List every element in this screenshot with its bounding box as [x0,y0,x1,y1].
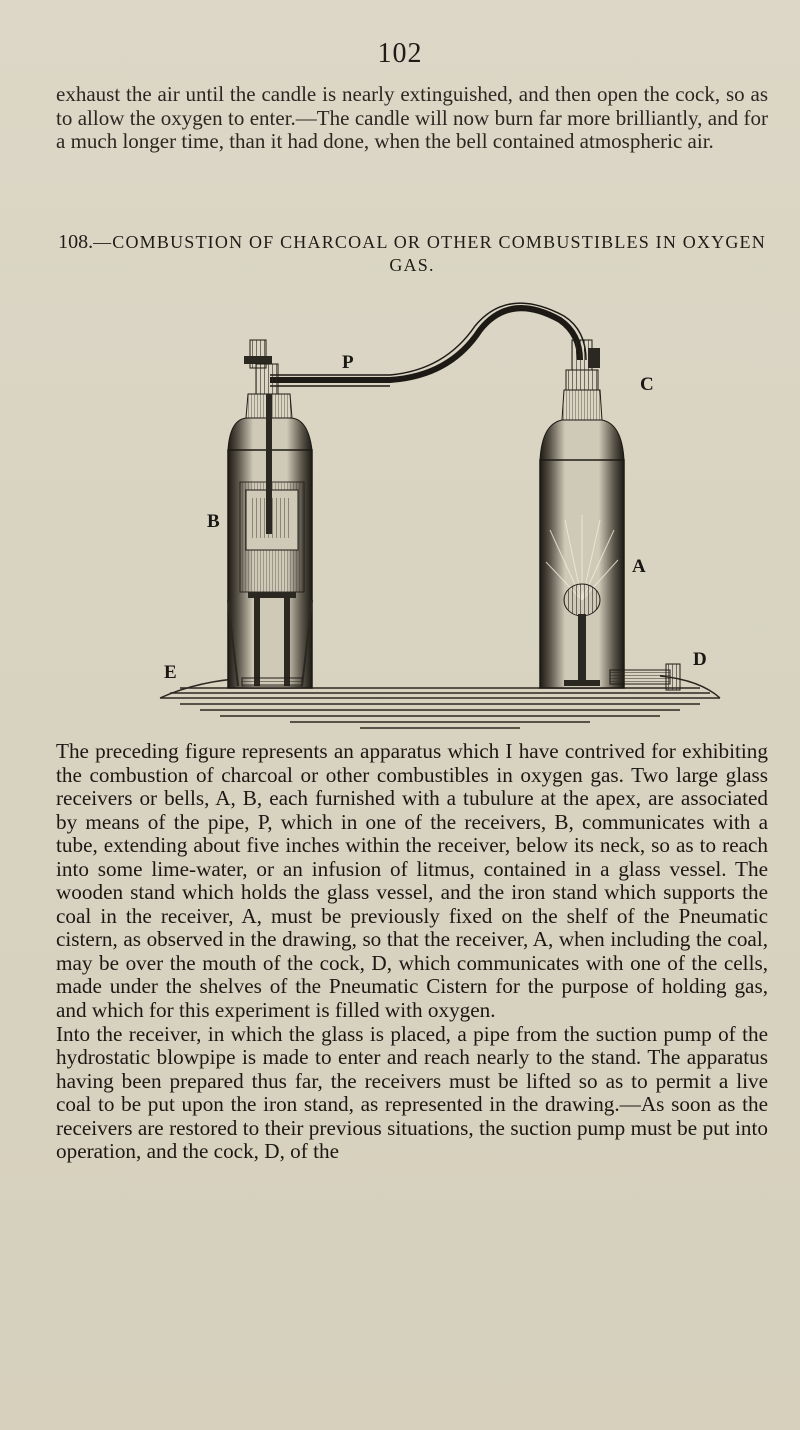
connecting-pipe [270,303,586,386]
body-paragraph-2: Into the receiver, in which the glass is placed, a pipe from the suction pump of the hydrostatic blowpipe is made to enter and reach nearly to the stand. The apparatus having been prepared thus far, the receivers must be lifted so as to permit a live coal to be put upon the iron stand, as represented in the drawing.—As soon as the receivers are restored to their previous situations, the suction pump must be put into operation, and the cock, D, of the [56,1021,768,1164]
apparatus-engraving [140,300,740,740]
section-heading [56,231,768,277]
label-p: P [342,352,354,373]
receiver-a [540,340,680,690]
label-c: C [640,374,654,395]
body-text [56,740,768,1164]
section-number: 108. [58,231,94,253]
body-paragraph-1: The preceding figure represents an apparatus which I have contrived for exhibiting the combustion of charcoal or other combustibles in oxygen gas. Two large glass receivers or bells, A, B, each furnished with a tubulure at the apex, are associated by means of the pipe, P, which in one of the receivers, B, communicates with a tube, extending about five inches within the receiver, below its neck, so as to reach into some lime-water, or an infusion of litmus, contained in a glass vessel. The wooden stand which holds the glass vessel, and the iron stand which supports the coal in the receiver, A, must be previously fixed on the shelf of the Pneumatic cistern, as observed in the drawing, so that the receiver, A, when including the coal, may be over the mouth of the cock, D, which communicates with one of the cells, made under the shelves of the Pneumatic Cistern for the purpose of holding gas, and which for this experiment is filled with oxygen. [56,739,768,1023]
label-a: A [632,556,646,577]
intro-paragraph: exhaust the air until the candle is nearly extinguished, and then open the cock, so as to allow the oxygen to enter.—The candle will now burn far more brilliantly, and for a much longer time, than it had done, when the bell contained atmospheric air. [56,82,768,153]
section-title: —COMBUSTION OF CHARCOAL OR OTHER COMBUSTIBLES IN OXYGEN GAS. [93,232,766,275]
page-number: 102 [377,38,423,69]
label-e: E [164,662,177,683]
label-d: D [693,649,707,670]
receiver-b [228,340,312,688]
apparatus-figure [140,300,740,740]
label-b: B [207,511,220,532]
